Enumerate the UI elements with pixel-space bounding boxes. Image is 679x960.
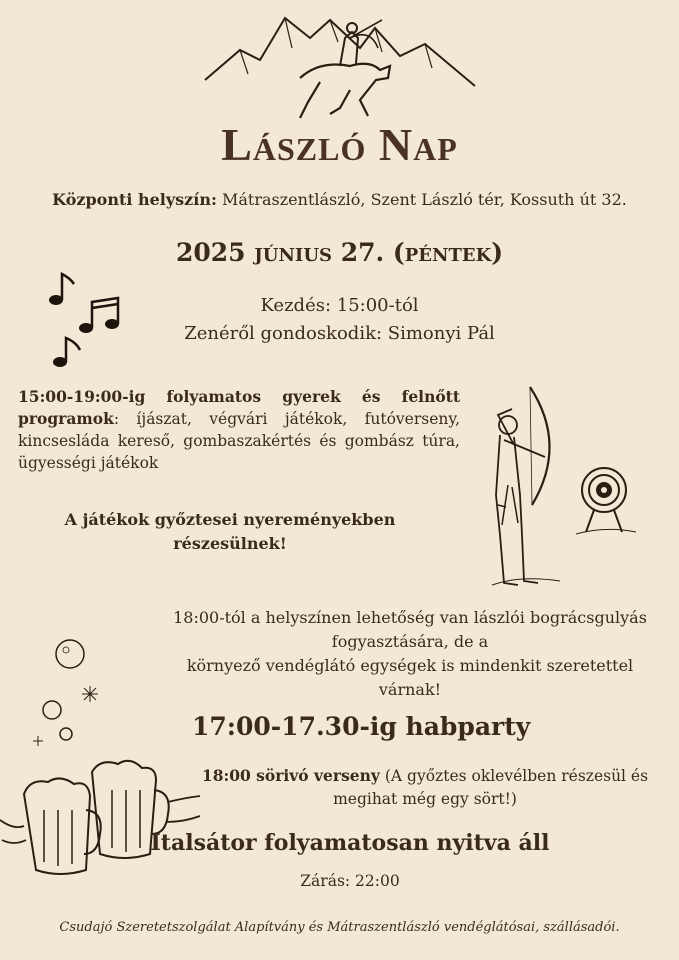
page-title: László Nap	[221, 119, 458, 170]
target-icon	[576, 464, 636, 536]
bar-open: Italsátor folyamatosan nyitva áll	[150, 830, 550, 856]
closing-time: Zárás: 22:00	[300, 872, 400, 890]
food-info	[150, 606, 670, 702]
programs-heading: 15:00-19:00-ig folyamatos gyerek és felnőtt programok	[18, 387, 460, 428]
foam-party: 17:00-17.30-ig habparty	[192, 712, 531, 741]
venue-label: Központi helyszín:	[52, 190, 217, 209]
beer-text: (A győztes oklevélben részesül és	[379, 767, 649, 785]
winners-line2: részesülnek!	[173, 534, 287, 553]
venue-line	[0, 190, 679, 209]
food-line3: környező vendéglátó egységek is mindenkit szeretettel	[186, 656, 634, 675]
winners-line1: A játékok győztesei nyereményekben	[64, 510, 396, 529]
beer-contest	[180, 764, 670, 811]
food-line4: várnak!	[378, 680, 442, 699]
beer-mugs-icon	[0, 750, 200, 890]
programs-text	[18, 386, 460, 474]
venue-value: Mátraszentlászló, Szent László tér, Kossuth út 32.	[221, 190, 627, 209]
start-info	[0, 292, 679, 348]
start-time: Kezdés: 15:00-tól	[260, 295, 419, 316]
winners-text	[40, 508, 420, 556]
beer-line2: megihat még egy sört!)	[333, 790, 517, 808]
event-date: 2025 június 27. (péntek)	[175, 238, 504, 267]
beer-heading: 18:00 sörivó verseny	[201, 766, 380, 785]
beer-line1	[180, 764, 670, 788]
mountain-horseman-icon	[200, 8, 480, 123]
food-line2: fogyasztására, de a	[331, 632, 489, 651]
organizers-footer: Csudajó Szeretetszolgálat Alapítvány és Mátraszentlászló vendéglátósai, szállásadói.	[59, 920, 620, 935]
food-line1: 18:00-tól a helyszínen lehetőség van lászlói bográcsgulyás	[173, 608, 647, 627]
programs-list: : íjászat, végvári játékok, futóverseny, kincsesláda kereső, gombaszakértés és gombász túra, ügyességi játékok	[18, 410, 460, 472]
music-by: Zenéről gondoskodik: Simonyi Pál	[184, 323, 495, 344]
bubbles-icon	[30, 636, 110, 756]
archer-icon	[490, 385, 570, 590]
